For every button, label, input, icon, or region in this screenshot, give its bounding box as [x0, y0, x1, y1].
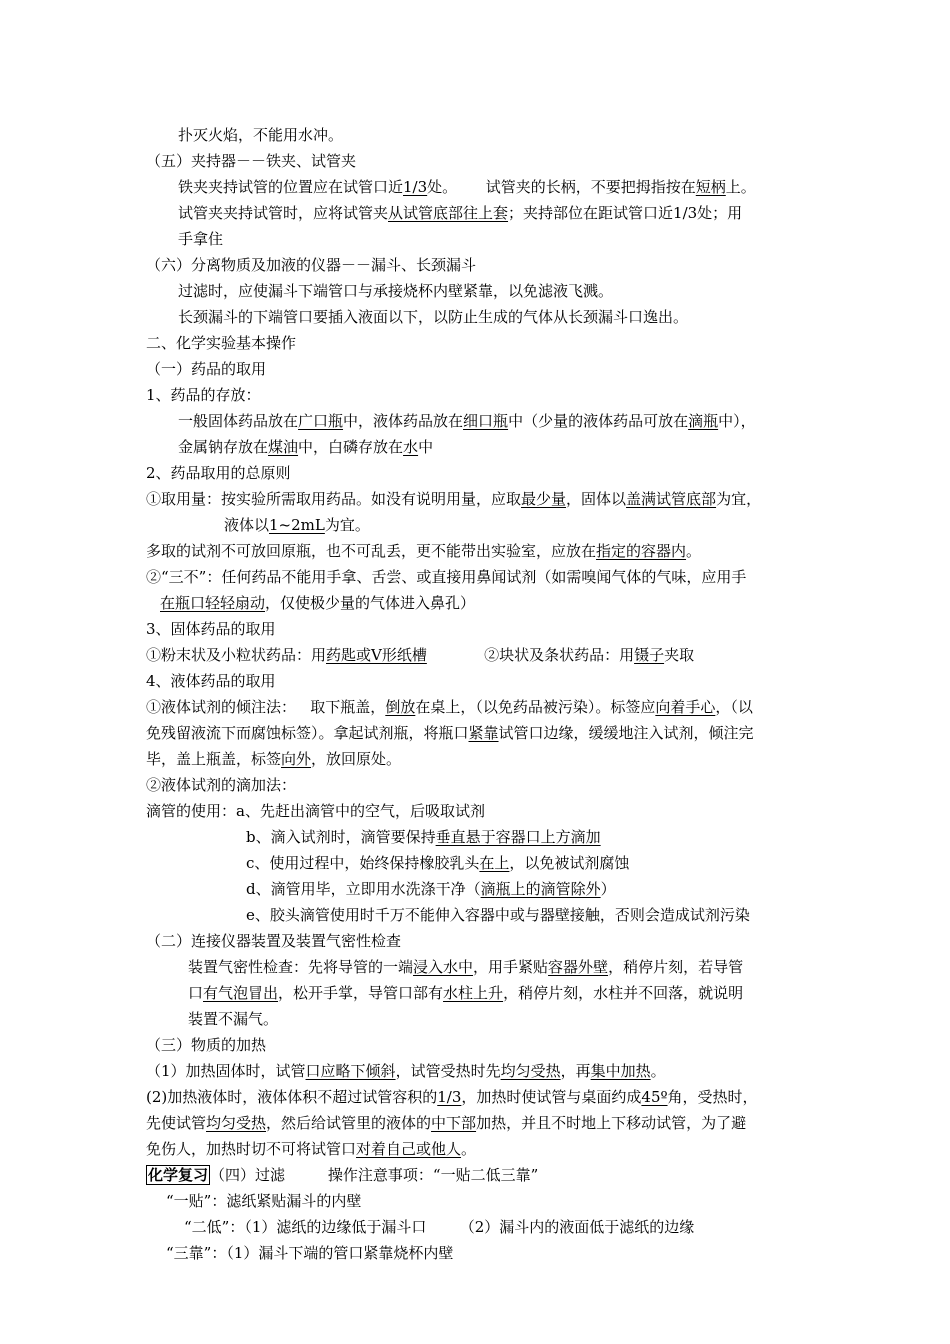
underlined-term: 向着手心 — [655, 698, 716, 716]
text-span: 中）， — [718, 412, 756, 430]
underlined-term: 水 — [403, 438, 419, 456]
text-line — [178, 307, 688, 327]
text-span: 中（少量的液体药品可放在 — [508, 412, 689, 430]
text-span: d、滴管用毕，立即用水洗涤干净（ — [246, 880, 481, 898]
text-span: “三靠”：（1）漏斗下端的管口紧靠烧杯内壁 — [166, 1244, 454, 1262]
text-line — [146, 567, 746, 587]
text-span: ） — [600, 880, 616, 898]
text-line — [146, 333, 296, 353]
underlined-term: 紧靠 — [468, 724, 499, 742]
text-span: ，松开手掌，导管口部有 — [278, 984, 444, 1002]
text-span: （1）加热固体时，试管 — [146, 1062, 306, 1080]
text-line — [146, 645, 694, 665]
text-line — [178, 229, 223, 249]
text-span: ，试管受热时先 — [395, 1062, 501, 1080]
text-span: ，用手紧贴 — [473, 958, 549, 976]
text-line — [146, 723, 754, 743]
text-span: （二）连接仪器装置及装置气密性检查 — [146, 932, 402, 950]
text-line — [188, 957, 743, 977]
text-span: （四）过滤 操作注意事项：“一贴二低三靠” — [210, 1166, 539, 1184]
text-span: 口 — [188, 984, 204, 1002]
text-line — [146, 541, 701, 561]
text-span: 夹取 — [664, 646, 695, 664]
text-line — [146, 619, 276, 639]
text-span: ②块状及条状药品：用 — [426, 646, 635, 664]
text-line — [188, 983, 743, 1003]
text-span: 3、固体药品的取用 — [146, 620, 276, 638]
text-line — [146, 697, 753, 717]
text-span: ，再 — [560, 1062, 591, 1080]
text-line — [146, 1061, 666, 1081]
text-span: 试管夹夹持试管时，应将试管夹 — [178, 204, 389, 222]
text-line — [166, 1191, 361, 1211]
underlined-term: 倒放 — [385, 698, 416, 716]
text-span: “二低”：（1）滤纸的边缘低于漏斗口 （2）漏斗内的液面低于滤纸的边缘 — [184, 1218, 695, 1236]
text-span: ，（以 — [715, 698, 753, 716]
text-span: 处。 试管夹的长柄，不要把拇指按在 — [427, 178, 696, 196]
underlined-term: 45º — [641, 1088, 668, 1106]
underlined-term: 垂直悬于容器口上方滴加 — [435, 828, 601, 846]
text-span: 在桌上，（以免药品被污染）。标签应 — [415, 698, 656, 716]
text-span: 二、化学实验基本操作 — [146, 334, 297, 352]
text-span: 手拿住 — [178, 230, 224, 248]
underlined-term: 1/3 — [437, 1088, 462, 1106]
text-span: 液体以 — [224, 516, 270, 534]
text-line — [178, 411, 756, 431]
text-line — [146, 1139, 476, 1159]
text-span: 中 — [418, 438, 434, 456]
underlined-term: 镊子 — [634, 646, 665, 664]
text-span: ，放回原处。 — [311, 750, 402, 768]
text-span: ②“三不”：任何药品不能用手拿、舌尝、或直接用鼻闻试剂（如需嗅闻气体的气味，应用手 — [146, 568, 747, 586]
text-span: 先使试管 — [146, 1114, 207, 1132]
text-span: 滴管的使用：a、先赶出滴管中的空气，后吸取试剂 — [146, 802, 485, 820]
text-line — [146, 801, 485, 821]
text-line — [178, 437, 433, 457]
text-span: “一贴”：滤纸紧贴漏斗的内壁 — [166, 1192, 362, 1210]
text-line — [146, 671, 276, 691]
text-line — [146, 385, 261, 405]
text-span: （五）夹持器－－铁夹、试管夹 — [146, 152, 357, 170]
text-span: ，以免被试剂腐蚀 — [509, 854, 630, 872]
underlined-term: 集中加热 — [590, 1062, 651, 1080]
text-span: 毕，盖上瓶盖，标签 — [146, 750, 282, 768]
text-line — [146, 359, 266, 379]
text-span: 4、液体药品的取用 — [146, 672, 276, 690]
text-span: 免伤人，加热时切不可将试管口 — [146, 1140, 357, 1158]
text-span: 过滤时，应使漏斗下端管口与承接烧杯内壁紧靠，以免滤液飞溅。 — [178, 282, 614, 300]
text-span: ①粉末状及小粒状药品：用 — [146, 646, 327, 664]
underlined-term: 广口瓶 — [298, 412, 344, 430]
text-line — [146, 749, 401, 769]
text-line — [166, 1243, 453, 1263]
underlined-term: 在瓶口轻轻扇动 — [160, 594, 266, 612]
underlined-term: 均匀受热 — [206, 1114, 267, 1132]
underlined-term: 短柄 — [695, 178, 726, 196]
text-line — [146, 255, 476, 275]
text-span: 。 — [686, 542, 702, 560]
underlined-term: 水柱上升 — [443, 984, 504, 1002]
text-line — [178, 203, 742, 223]
text-span: ，固体以 — [566, 490, 627, 508]
text-span: 加热，并且不时地上下移动试管，为了避 — [476, 1114, 747, 1132]
text-span: 扑灭火焰，不能用水冲。 — [178, 126, 344, 144]
underlined-term: 均匀受热 — [500, 1062, 561, 1080]
underlined-term: 口应略下倾斜 — [305, 1062, 396, 1080]
underlined-term: 指定的容器内 — [596, 542, 687, 560]
text-span: 2、药品取用的总原则 — [146, 464, 291, 482]
text-span: （六）分离物质及加液的仪器－－漏斗、长颈漏斗 — [146, 256, 477, 274]
text-line — [188, 1009, 278, 1029]
text-span: ，仅使极少量的气体进入鼻孔） — [265, 594, 476, 612]
text-span: 中，白磷存放在 — [298, 438, 404, 456]
text-span: b、滴入试剂时，滴管要保持 — [246, 828, 436, 846]
text-span: 一般固体药品放在 — [178, 412, 299, 430]
text-span: ①取用量：按实验所需取用药品。如没有说明用量，应取 — [146, 490, 522, 508]
text-span: 免残留液流下而腐蚀标签）。拿起试剂瓶，将瓶口 — [146, 724, 469, 742]
text-span: 长颈漏斗的下端管口要插入液面以下，以防止生成的气体从长颈漏斗口逸出。 — [178, 308, 689, 326]
text-line — [246, 827, 601, 847]
text-span: 装置气密性检查：先将导管的一端 — [188, 958, 414, 976]
underlined-term: 1~2mL — [269, 516, 325, 534]
underlined-term: 最少量 — [521, 490, 567, 508]
text-span: 铁夹夹持试管的位置应在试管口近 — [178, 178, 404, 196]
text-line — [146, 151, 356, 171]
text-line — [146, 1165, 538, 1185]
text-line — [246, 853, 629, 873]
text-line — [178, 125, 343, 145]
text-span: 。 — [461, 1140, 477, 1158]
text-line — [146, 1087, 758, 1107]
text-line — [160, 593, 475, 613]
text-span: ，然后给试管里的液体的 — [266, 1114, 432, 1132]
underlined-term: 药匙或V形纸槽 — [326, 646, 427, 664]
text-span: c、使用过程中，始终保持橡胶乳头 — [246, 854, 480, 872]
underlined-term: 向外 — [281, 750, 312, 768]
text-span: 为宜， — [716, 490, 762, 508]
text-span: （三）物质的加热 — [146, 1036, 267, 1054]
text-line — [178, 281, 613, 301]
text-line — [178, 177, 756, 197]
text-span: ，稍停片刻，水柱并不回落，就说明 — [503, 984, 744, 1002]
text-span: 试管口边缘，缓缓地注入试剂，倾注完 — [498, 724, 754, 742]
text-line — [146, 463, 291, 483]
text-span: (2)加热液体时，液体体积不超过试管容积的 — [146, 1088, 438, 1106]
section-tag: 化学复习 — [148, 1166, 209, 1184]
text-line — [146, 1113, 746, 1133]
text-span: ，加热时使试管与桌面约成 — [461, 1088, 642, 1106]
text-span: ①液体试剂的倾注法： 取下瓶盖， — [146, 698, 386, 716]
text-span: ，稍停片刻，若导管 — [608, 958, 744, 976]
text-line — [146, 489, 761, 509]
text-line — [246, 905, 750, 925]
underlined-term: 细口瓶 — [463, 412, 509, 430]
text-span: 中，液体药品放在 — [343, 412, 464, 430]
underlined-term: 对着自己或他人 — [356, 1140, 462, 1158]
text-span: ②液体试剂的滴加法： — [146, 776, 297, 794]
underlined-term: 1/3 — [403, 178, 428, 196]
text-line — [246, 879, 616, 899]
text-span: 金属钠存放在 — [178, 438, 269, 456]
underlined-term: 煤油 — [268, 438, 299, 456]
text-span: 为宜。 — [324, 516, 370, 534]
text-line — [184, 1217, 694, 1237]
underlined-term: 滴瓶 — [688, 412, 719, 430]
underlined-term: 盖满试管底部 — [626, 490, 717, 508]
text-span: 多取的试剂不可放回原瓶，也不可乱丢，更不能带出实验室，应放在 — [146, 542, 597, 560]
text-span: 。 — [650, 1062, 666, 1080]
text-span: 装置不漏气。 — [188, 1010, 279, 1028]
text-line — [146, 1035, 266, 1055]
text-span: ；夹持部位在距试管口近1/3处；用 — [508, 204, 743, 222]
underlined-term: 在上 — [479, 854, 510, 872]
text-span: e、胶头滴管使用时千万不能伸入容器中或与器壁接触，否则会造成试剂污染 — [246, 906, 750, 924]
underlined-term: 滴瓶上的滴管除外 — [480, 880, 601, 898]
underlined-term: 容器外壁 — [548, 958, 609, 976]
text-span: 角，受热时， — [667, 1088, 758, 1106]
text-line — [146, 775, 296, 795]
text-span: 1、药品的存放： — [146, 386, 261, 404]
underlined-term: 中下部 — [431, 1114, 477, 1132]
text-line — [224, 515, 370, 535]
underlined-term: 有气泡冒出 — [203, 984, 279, 1002]
text-line — [146, 931, 401, 951]
text-span: （一）药品的取用 — [146, 360, 267, 378]
underlined-term: 浸入水中 — [413, 958, 474, 976]
underlined-term: 从试管底部往上套 — [388, 204, 509, 222]
text-span: 上。 — [725, 178, 756, 196]
